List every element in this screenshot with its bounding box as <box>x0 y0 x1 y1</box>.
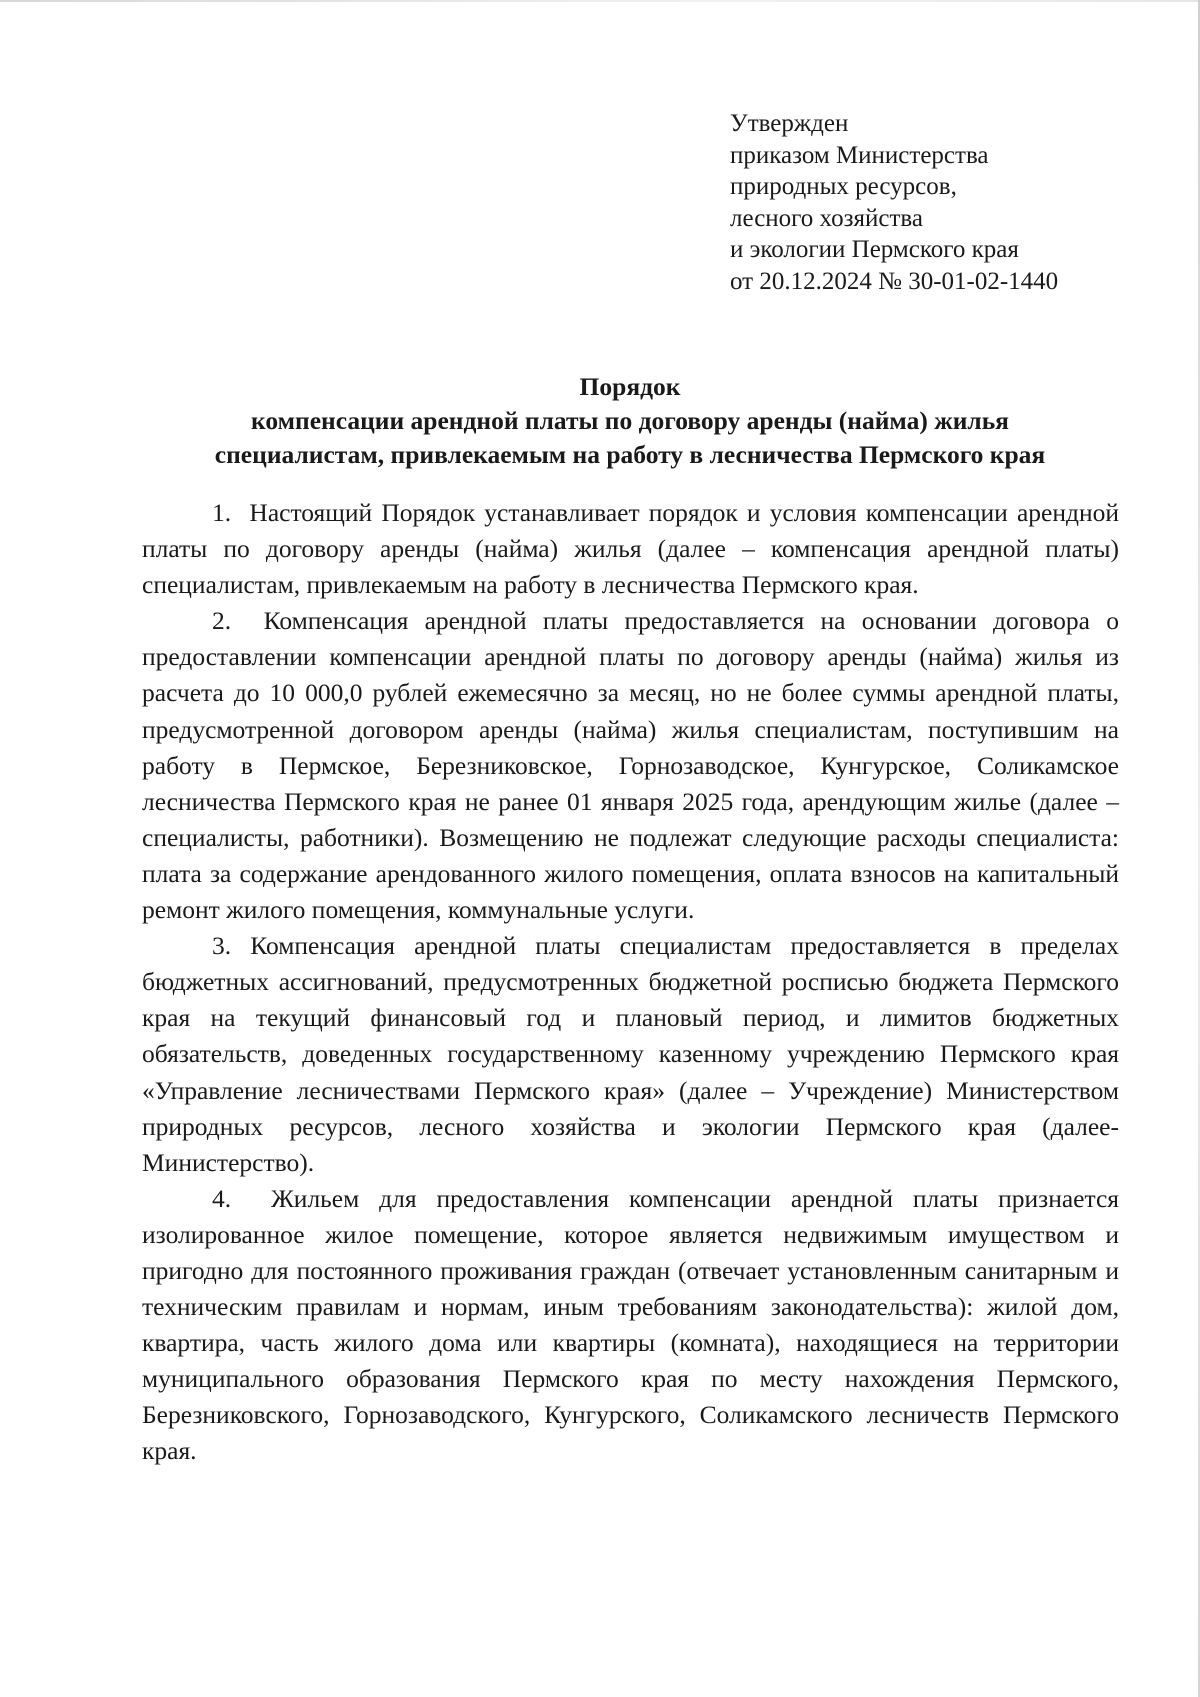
document-title <box>140 370 1120 472</box>
paragraph-2 <box>142 603 1119 928</box>
paragraph-4 <box>142 1181 1119 1470</box>
paragraph-text: Жильем для предоставления компенсации арендной платы признается изолированное жилое помещение, которое является недвижимым имуществом и пригодно для постоянного проживания граждан (отвечает установленным санитарным и техническим правилам и нормам, иным требованиям законодательства): жилой дом, квартира, часть жилого дома или квартиры (комната), находящиеся на территории муниципального образования Пермского края по месту нахождения Пермского, Березниковского, Горнозаводского, Кунгурского, Соликамского лесничеств Пермского края. <box>142 1183 1119 1466</box>
paragraph-text: Настоящий Порядок устанавливает порядок и условия компенсации арендной платы по договору аренды (найма) жилья (далее – компенсация арендной платы) специалистам, привлекаемым на работу в лесничества Пермского края. <box>142 498 1119 600</box>
paragraph-number: 4. <box>212 1183 232 1213</box>
title-heading: Порядок <box>579 372 681 401</box>
paragraph-text: Компенсация арендной платы предоставляется на основании договора о предоставлении компенсации арендной платы по договору аренды (найма) жилья из расчета до 10 000,0 рублей ежемесячно за месяц, но не более суммы арендной платы, предусмотренной договором аренды (найма) жилья специалистам, поступившим на работу в Пермское, Березниковское, Горнозаводское, Кунгурское, Соликамское лесничества Пермского края не ранее 01 января 2025 года, арендующим жилье (далее – специалисты, работники). Возмещению не подлежат следующие расходы специалиста: плата за содержание арендованного жилого помещения, оплата взносов на капитальный ремонт жилого помещения, коммунальные услуги. <box>142 606 1119 925</box>
approval-line: Утвержден <box>730 110 849 137</box>
paragraph-number: 3. <box>212 931 232 961</box>
scan-edge-top <box>0 0 1200 2</box>
paragraph-1 <box>142 495 1119 603</box>
approval-line: и экологии Пермского края <box>730 236 1019 264</box>
approval-line: приказом Министерства <box>730 141 989 169</box>
title-subtitle-line: специалистам, привлекаемым на работу в лесничества Пермского края <box>214 440 1046 469</box>
title-subtitle-line: компенсации арендной платы по договору аренды (найма) жилья <box>251 406 1009 435</box>
approval-line: природных ресурсов, <box>730 173 957 201</box>
paragraph-number: 2. <box>212 606 232 636</box>
paragraph-number: 1. <box>212 498 232 527</box>
approval-stamp-block <box>730 108 1170 298</box>
paragraph-3 <box>142 928 1119 1181</box>
paragraph-text: Компенсация арендной платы специалистам предоставляется в пределах бюджетных ассигнований, предусмотренных бюджетной росписью бюджета Пермского края на текущий финансовый год и плановый период, и лимитов бюджетных обязательств, доведенных государственному казенному учреждению Пермского края «Управление лесничествами Пермского края» (далее – Учреждение) Министерством природных ресурсов, лесного хозяйства и экологии Пермского края (далее-Министерство). <box>142 931 1119 1177</box>
approval-line: лесного хозяйства <box>730 204 923 232</box>
approval-order-number: от 20.12.2024 № 30-01-02-1440 <box>730 267 1059 295</box>
document-body <box>142 495 1119 1470</box>
